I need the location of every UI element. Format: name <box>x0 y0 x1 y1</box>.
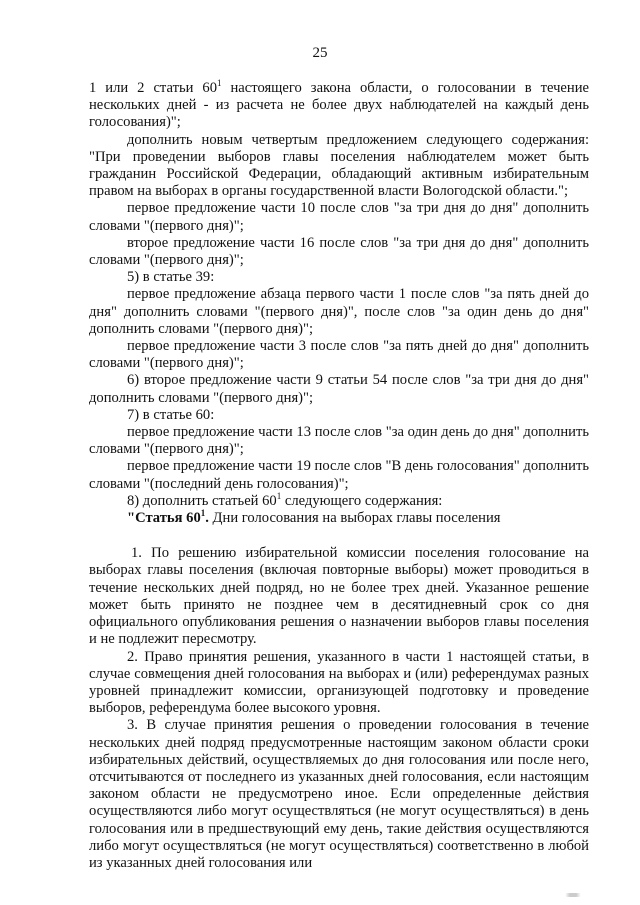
paragraph: 1. По решению избирательной комиссии поселения голосование на выборах главы поселения (включая повторные выборы) может проводиться в течение нескольких дней подряд, но не более трех дней. Указанное решение может быть принято не позднее чем в десятидневный срок со дня официального опубликования решения о назначении выборов главы поселения и не подлежит пересмотру. <box>89 545 589 648</box>
document-body <box>89 80 589 872</box>
paragraph: 5) в статье 39: <box>127 269 215 286</box>
article-number <box>127 510 209 526</box>
paragraph: дополнить новым четвертым предложением следующего содержания: "При проведении выборов главы поселения наблюдателем может быть гражданин Российской Федерации, обладающий активным избирательным правом на выборах в органы государственной власти Вологодской области."; <box>89 131 589 200</box>
article-number-text: "Статья 60 <box>127 510 201 527</box>
paragraph: первое предложение абзаца первого части 1 после слов "за пять дней до дня" дополнить словами "(первого дня)", после слов "за один день до дня" дополнить словами "(первого дня)"; <box>89 286 589 337</box>
paragraph: 7) в статье 60: <box>127 406 215 423</box>
paragraph: первое предложение части 3 после слов "за пять дней до дня" дополнить словами "(первого дня)"; <box>89 338 589 372</box>
paragraph: 6) второе предложение части 9 статьи 54 после слов "за три дня до дня" дополнить словами "(первого дня)"; <box>89 372 589 406</box>
article-title: Дни голосования на выборах главы поселения <box>208 510 501 527</box>
paragraph-text: 1 или 2 статьи 60 <box>89 80 218 96</box>
paragraph: первое предложение части 10 после слов "за три дня до дня" дополнить словами "(первого дня)"; <box>89 200 589 234</box>
page-number: 25 <box>312 45 328 61</box>
scan-mark <box>562 893 584 897</box>
paragraph: первое предложение части 19 после слов "В день голосования" дополнить словами "(последний день голосования)"; <box>89 458 589 492</box>
paragraph <box>89 493 589 510</box>
paragraph: второе предложение части 16 после слов "за три дня до дня" дополнить словами "(первого дня)"; <box>89 234 589 269</box>
paragraph: первое предложение части 13 после слов "за один день до дня" дополнить словами "(первого дня)"; <box>89 424 589 458</box>
superscript: 1 <box>217 78 222 89</box>
paragraph-text: следующего содержания: <box>281 492 443 509</box>
article-heading <box>89 510 589 527</box>
paragraph: 2. Право принятия решения, указанного в части 1 настоящей статьи, в случае совмещения дней голосования на выборах и (или) референдумах разных уровней принадлежит комиссии, организующей подготовку и проведение выборов, референдума более высокого уровня. <box>89 648 589 717</box>
superscript: 1 <box>200 508 206 519</box>
paragraph-text: 8) дополнить статьей 60 <box>127 492 277 509</box>
paragraph <box>89 80 589 132</box>
paragraph-text: настоящего закона области, о голосовании в течение нескольких дней - из расчета не более двух наблюдателей на каждый день голосования)"; <box>89 80 589 131</box>
article-number-dot: . <box>205 510 209 527</box>
paragraph: 3. В случае принятия решения о проведении голосования в течение нескольких дней подряд предусмотренные настоящим законом области сроки избирательных действий, осуществляемых до дня голосования или после него, отсчитываются от последнего из указанных дней голосования, если настоящим законом области не предусмотрено иное. Если определенные действия осуществляются либо могут осуществляться (не могут осуществляться) в день голосования или в предшествующий ему день, такие действия осуществляются либо могут осуществляться (не могут осуществляться) соответственно в любой из указанных дней голосования или <box>89 717 589 871</box>
superscript: 1 <box>276 491 282 502</box>
